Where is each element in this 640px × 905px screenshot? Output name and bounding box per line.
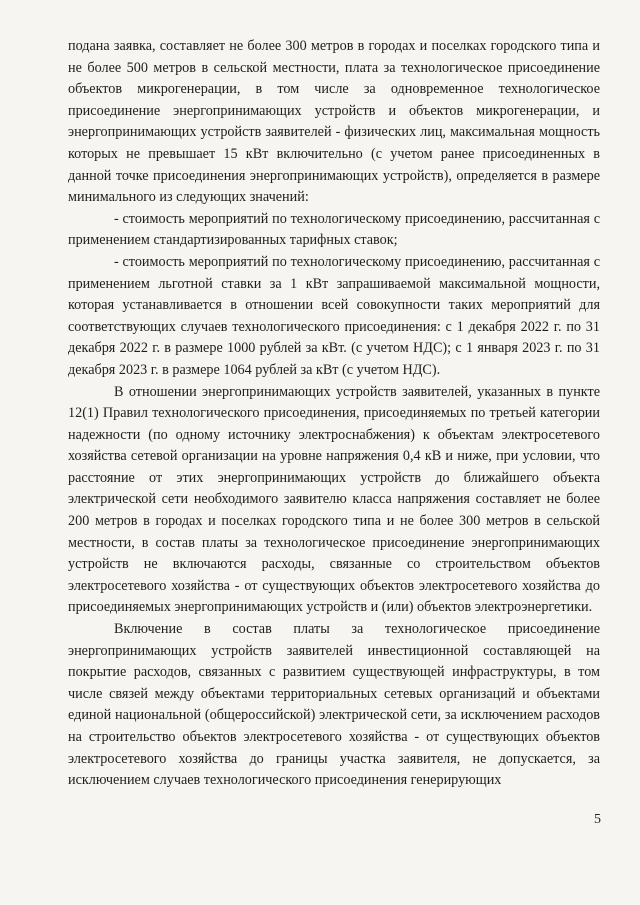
paragraph-exclusions: В отношении энергопринимающих устройств заявителей, указанных в пункте 12(1) Правил технологического присоединения, присоединяемых по третьей категории надежности (по одному источнику электроснабжения) к объектам электросетевого хозяйства сетевой организации на уровне напряжения 0,4 кВ и ниже, при условии, что расстояние от этих энергопринимающих устройств до ближайшего объекта электрической сети необходимого заявителю класса напряжения составляет не более 200 метров в городах и поселках городского типа и не более 300 метров в сельской местности, в состав платы за технологическое присоединение энергопринимающих устройств не включаются расходы, связанные со строительством объектов электросетевого хозяйства - от существующих объектов электросетевого хозяйства до присоединяемых энергопринимающих устройств и (или) объектов электроэнергетики. [68, 383, 600, 616]
page-number: 5 [594, 812, 601, 827]
list-item-preferential-rate: - стоимость мероприятий по технологическому присоединению, рассчитанная с применением льготной ставки за 1 кВт запрашиваемой максимальной мощности, которая устанавливается в отношении всей совокупности таких мероприятий для соответствующих случаев технологического присоединения: с 1 декабря 2022 г. по 31 декабря 2022 г. в размере 1000 рублей за кВт. (с учетом НДС); с 1 января 2023 г. по 31 декабря 2023 г. в размере 1064 рублей за кВт (с учетом НДС). [68, 253, 600, 378]
paragraph-investment-component: Включение в состав платы за технологическое присоединение энергопринимающих устройств заявителей инвестиционной составляющей на покрытие расходов, связанных с развитием существующей инфраструктуры, в том числе связей между объектами территориальных сетевых организаций и объектами единой национальной (общероссийской) электрической сети, за исключением расходов на строительство объектов электросетевого хозяйства - от существующих объектов электросетевого хозяйства до границы участка заявителя, не допускается, за исключением случаев технологического присоединения генерирующих [68, 621, 600, 789]
paragraph-continuation: подана заявка, составляет не более 300 метров в городах и поселках городского типа и не более 500 метров в сельской местности, плата за технологическое присоединение объектов микрогенерации, в том числе за одновременное технологическое присоединение энергопринимающих устройств и объектов микрогенерации, и энергопринимающих устройств заявителей - физических лиц, максимальная мощность которых не превышает 15 кВт включительно (с учетом ранее присоединенных в данной точке присоединения энергопринимающих устройств), определяется в размере минимального из следующих значений: [68, 38, 600, 206]
list-item-standard-rates: - стоимость мероприятий по технологическому присоединению, рассчитанная с применением стандартизированных тарифных ставок; [68, 210, 600, 249]
document-body [68, 36, 600, 792]
